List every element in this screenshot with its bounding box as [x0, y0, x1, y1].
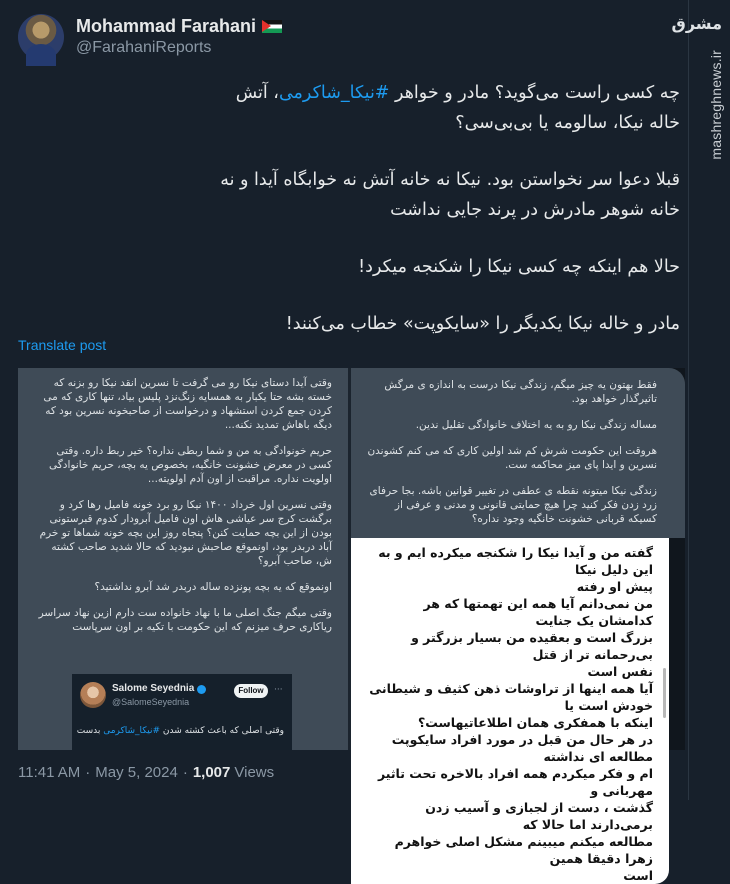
media-screenshot-right-top [351, 368, 685, 538]
tweet-header [18, 14, 282, 60]
embedded-hashtag: #نیکا_شاکرمی [103, 726, 161, 736]
meta-separator: · [182, 764, 188, 781]
tweet-paragraph-1 [210, 78, 680, 138]
screenshot-paragraph: مساله زندگی نیکا رو به یه اختلاف خانوادگی تقلیل ندین. [415, 419, 657, 431]
embedded-tweet [72, 674, 292, 750]
author-display-name[interactable] [76, 15, 282, 37]
screenshot-paragraph: حریم خونوادگی به من و شما ربطی نداره؟ خیر ربط داره. وقتی کسی در معرض خشونت خانگیه، بخصوص یه بچه، حریم خانوادگی اولویت نداره. مراقبت از اون آدم اولویته... [49, 445, 332, 485]
screenshot-line: پیش او رفته [576, 579, 653, 594]
mashregh-logo-icon: مشرق [671, 14, 722, 33]
screenshot-line: است [623, 868, 653, 883]
views-label[interactable]: Views [234, 764, 275, 781]
screenshot-paragraph: وقتی آیدا دستای نیکا رو می گرفت تا نسرین انقد نیکا رو بزنه که خسته بشه حتا یکبار به همسایه زنگ‌نزد پلیس بیاد، تنها کاری که می کردن جمع کردن استشهاد و درخواست از صاحبخونه نسرین بود که دیگه باهاش تمدید نکنه... [43, 377, 332, 431]
embedded-avatar [80, 682, 106, 708]
screenshot-line: نفس است [587, 664, 653, 679]
embedded-name [112, 682, 206, 696]
translate-post-link[interactable]: Translate post [18, 337, 107, 353]
more-icon: ··· [274, 685, 283, 695]
screenshot-line: من نمی‌دانم آیا همه این تهمتها که هر کدامشان یک جنایت [423, 596, 653, 628]
watermark-strip [671, 0, 730, 800]
author-handle[interactable]: @FarahaniReports [76, 39, 212, 56]
display-name-text[interactable]: Mohammad Farahani [76, 16, 257, 36]
screenshot-line: بزرگ است و بعقیده من بسیار بزرگتر و بی‌رحمانه تر از قتل [411, 630, 653, 662]
screenshot-paragraph: هروقت این حکومت شرش کم شد اولین کاری که می کنم کشوندن نسرین و ایدا پای میز محاکمه ست. [367, 445, 657, 471]
views-count: 1,007 [192, 764, 231, 781]
verified-badge-icon [197, 685, 206, 694]
screenshot-paragraph: اونموقع که یه بچه پونزده ساله دربدر شد آبرو نداشتید؟ [94, 581, 332, 593]
hashtag-link[interactable]: #نیکا_شاکرمی [278, 83, 390, 103]
watermark-site: mashreghnews.ir [708, 50, 724, 160]
tweet-text-segment: چه کسی راست می‌گوید؟ مادر و خواهر [389, 83, 680, 103]
screenshot-line: مطالعه میکنم میبینم مشکل اصلی خواهرم زهرا دقیقا همین [394, 834, 653, 866]
screenshot-line: در هر حال من قبل در مورد افراد سایکوپت مطالعه ای نداشته [391, 732, 653, 764]
media-screenshot-left[interactable] [18, 368, 348, 750]
screenshot-line: گفته من و آیدا نیکا را شکنجه میکرده ایم و به این دلیل نیکا [378, 545, 653, 577]
screenshot-paragraph: وقتی نسرین اول خرداد ۱۴۰۰ نیکا رو برد خونه فامیل رها کرد و برگشت کرج سر عیاشی هاش اون فامیل آبرودار کدوم قبرستونی بودن از این بچه حمایت کنن؟ پنجاه روز این بچه خونه شماها تو خرم آباد دربدر بود، اونموقع صاحبش نبودید که حالا شدید صاحب کشته ش، صاحب آبرو؟ [39, 499, 332, 567]
screenshot-line: ام و فکر میکردم همه افراد بالاخره تحت تاثیر مهربانی و [377, 766, 653, 798]
palestine-flag-icon [262, 20, 282, 33]
tweet-paragraph-4: مادر و خاله نیکا یکدیگر را «سایکوپت» خطاب می‌کنند! [285, 314, 680, 334]
media-screenshot-right[interactable] [351, 368, 685, 883]
embedded-text-segment: بدست [76, 726, 104, 736]
screenshot-paragraph: زندگی نیکا میتونه نقطه ی عطفی در تغییر قوانین باشه. بجا حرفای زرد زدن فکر کنید چرا هیچ حمایتی قانونی و مدنی و عرفی از کسیکه قربانی خشونت خانگیه وجود نداره؟ [369, 485, 657, 525]
tweet-date[interactable]: May 5, 2024 [95, 764, 178, 781]
tweet-time[interactable]: 11:41 AM [18, 764, 81, 781]
screenshot-line: اینکه با همفکری همان اطلاعاتیهاست؟ [418, 715, 653, 730]
embedded-handle: @SalomeSeyednia [112, 697, 190, 707]
screenshot-line: گذشت ، دست از لجبازی و آسیب زدن برمی‌دارند اما حالا که [425, 800, 653, 832]
embedded-text [77, 724, 284, 738]
screenshot-paragraph: فقط بهتون یه چیز میگم، زندگی نیکا درست به اندازه ی مرگش تاثیرگذار خواهد بود. [384, 379, 657, 405]
tweet-paragraph-2: قبلا دعوا سر نخواستن بود. نیکا نه خانه آتش نه خوابگاه آیدا و نه خانه شوهر مادرش در پرند جایی نداشت [220, 170, 680, 220]
embedded-text-segment: وقتی اصلی که باعث کشته شدن [160, 726, 284, 736]
tweet-text-segment: ، آتش خاله نیکا، سالومه یا بی‌بی‌سی؟ [235, 83, 680, 133]
screenshot-paragraph: وقتی میگم جنگ اصلی ما با نهاد خانواده ست دارم ازین نهاد سراسر ریاکاری حرف میزنم که این حکومت با تکیه بر اون سرپاست [38, 607, 332, 633]
tweet-paragraph-3: حالا هم اینکه چه کسی نیکا را شکنجه میکرد! [358, 257, 680, 277]
media-screenshot-right-bottom [351, 538, 669, 884]
meta-separator: · [85, 764, 91, 781]
tweet-meta [18, 764, 274, 781]
author-avatar[interactable] [18, 14, 64, 60]
embedded-follow-button: Follow [234, 684, 268, 698]
screenshot-scrollbar [663, 668, 666, 718]
screenshot-line: آیا همه اینها از تراوشات ذهن کثیف و شیطانی خودش است یا [369, 681, 653, 713]
embedded-name-text: Salome Seyednia [112, 683, 195, 694]
tweet-body [210, 78, 680, 366]
author-names [76, 15, 282, 59]
